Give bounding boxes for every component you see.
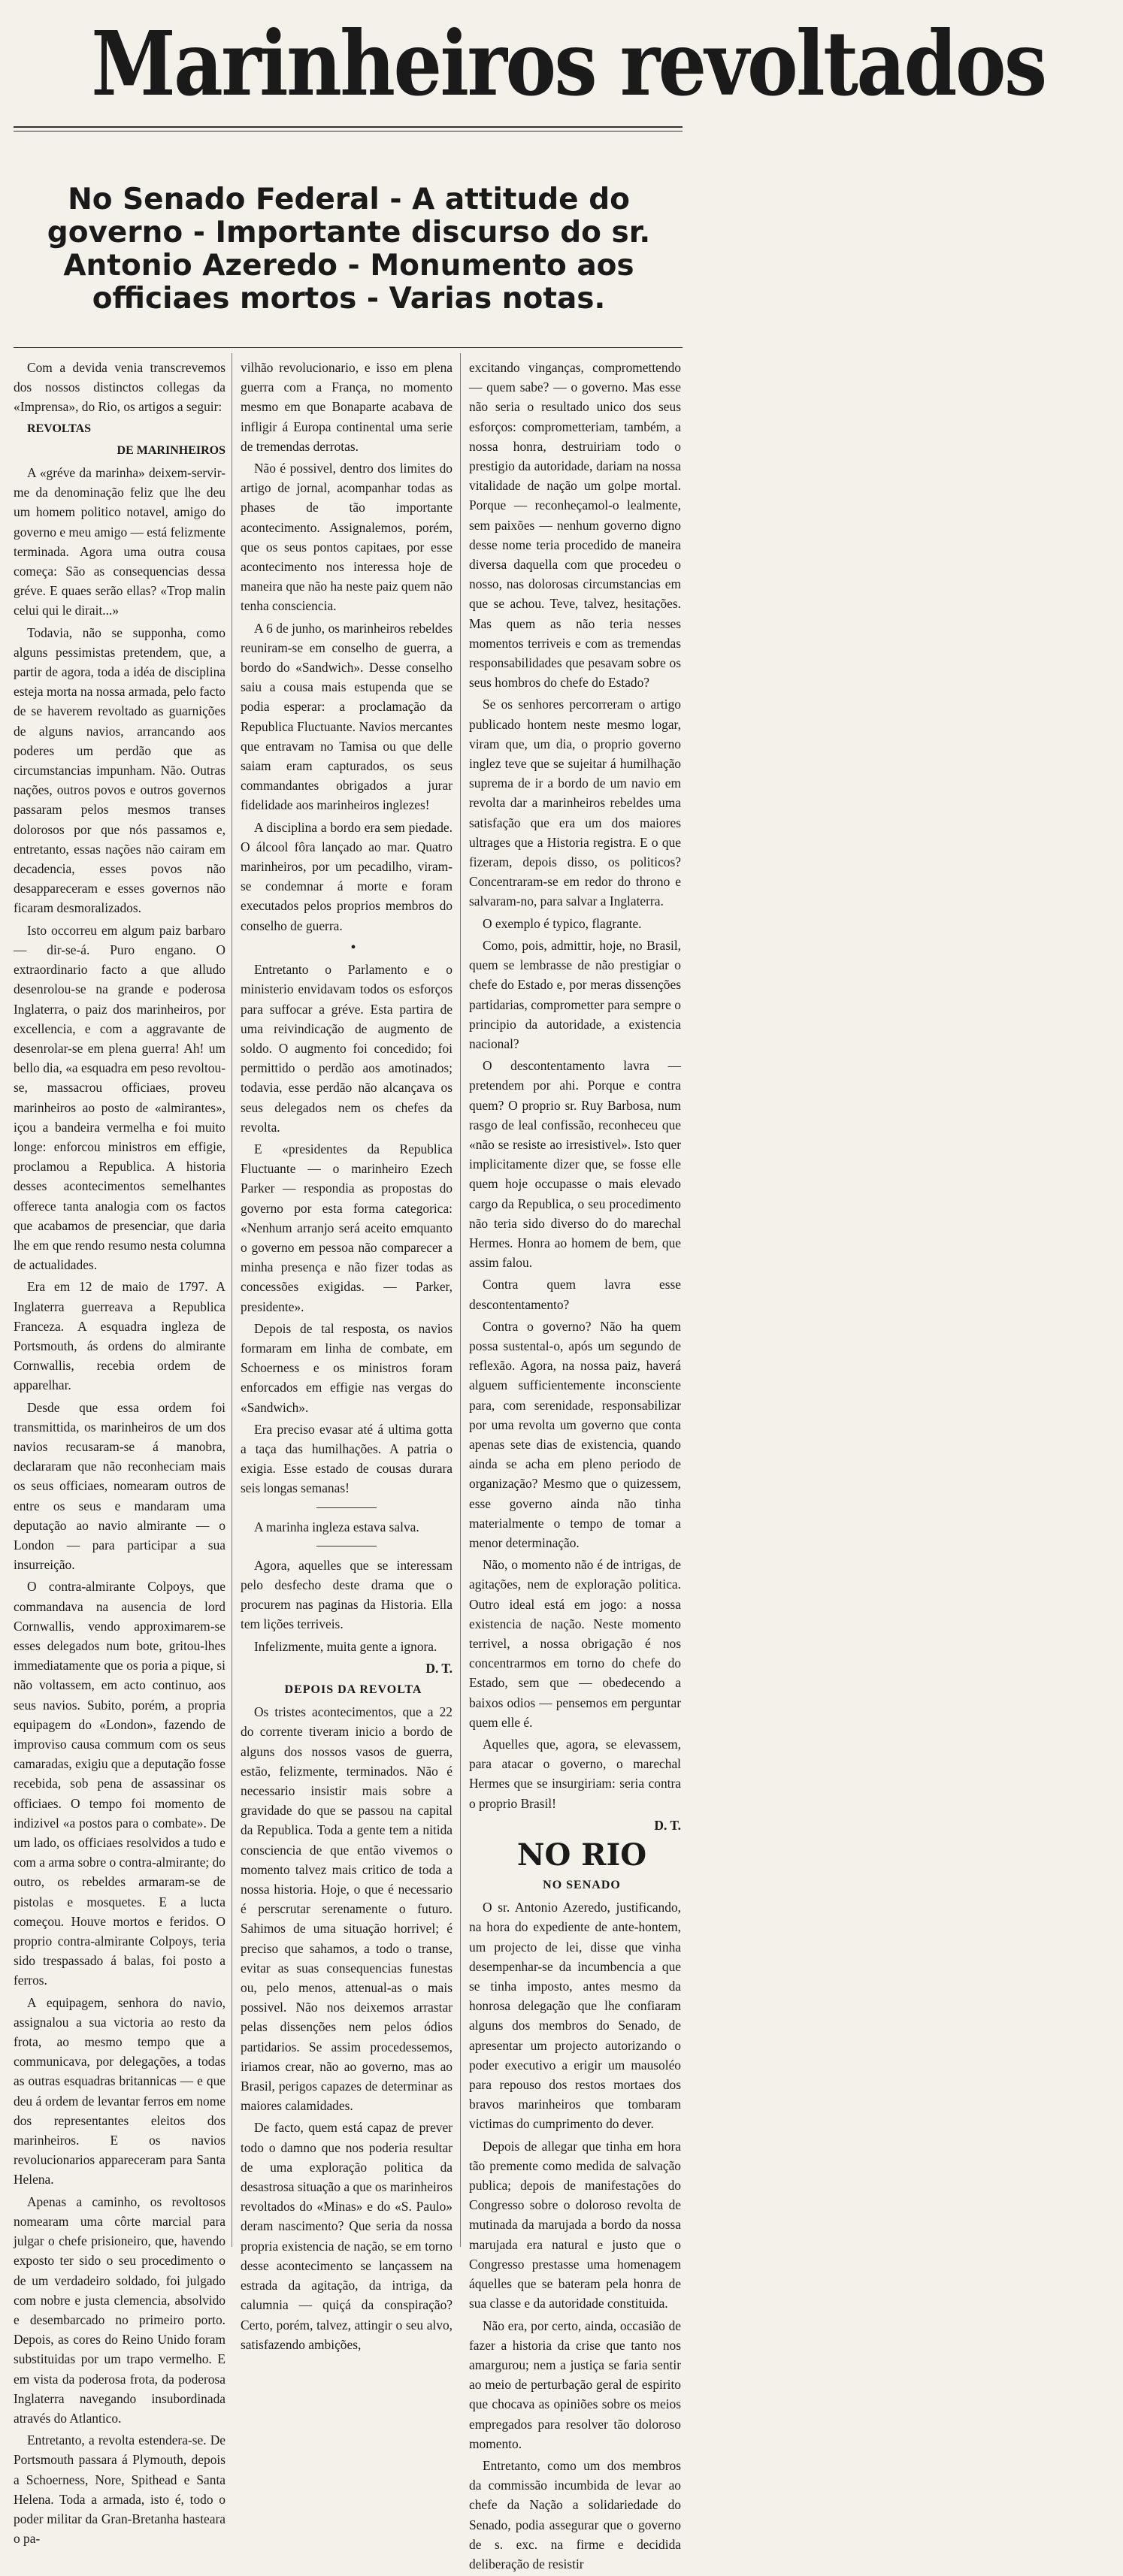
headline-rule [14,347,683,348]
masthead-title: Marinheiros revoltados [91,11,1046,116]
paragraph: O descontentamento lavra — pretendem por ahi. Porque e contra quem? O proprio sr. Ruy Barbosa, num rasgo de leal confissão, reconheceu que «não se resiste ao irresistivel». Isto quer implicitamente dizer que, se fosse elle quem hoje occupasse o mais elevado cargo da Republica, o seu procedimento não teria sido diverso do do marechal Hermes. Honra ao homem de bem, que assim falou. [469,1058,681,1271]
paragraph: Depois de allegar que tinha em hora tão premente como medida de salvação publica; depois de manifestações do Congresso sobre o doloroso revolta de mutinada da marujada a bordo da nossa marujada era natural e justo que o Congresso prestasse uma homenagem áquelles que se bateram pela honra de sua classe e da autoridade constituida. [469,2138,681,2311]
paragraph: Não, o momento não é de intrigas, de agitações, nem de exploração politica. Outro ideal está em jogo: a nossa existencia de nação. Neste momento terrivel, a nossa obrigação é nos concentrarmos em torno do chefe do Estado, sem que — obedecendo a baixos odios — pensemos em perguntar quem elle é. [469,1557,681,1730]
short-rule [316,1546,377,1547]
paragraph: O sr. Antonio Azeredo, justificando, na hora do expediente de ante-hontem, um projecto de lei, disse que vinha desempenhar-se da incumbencia a que se tinha imposto, antes mesmo da honrosa delegação que lhe confiaram alguns dos membros do Senado, de apresentar um projecto autorizando o poder executivo a erigir um mausoléo para repouso dos restos mortaes dos bravos marinheiros que tombaram victimas do cumprimento do dever. [469,1900,681,2132]
masthead-rule [14,126,683,128]
paragraph: Isto occorreu em algum paiz barbaro — dir-se-á. Puro engano. O extraordinario facto a que alludo desenrolou-se na grande e poderosa Inglaterra, o paiz dos marinheiros, por excellencia, e com a aggravante de desenrolar-se em plena guerra! Ah! um bello dia, «a esquadra em peso revoltou-se, massacrou officiaes, proveu marinheiros ao posto de «almirantes», içou a bandeira vermelha e foi muito longe: enforcou ministros em effigie, proclamou a Republica. A historia desses acontecimentos semelhantes offerece tanta analogia com os factos que acabamos de presenciar, que daria lhe em que rendo resumo nesta columna de actualidades. [14,922,226,1273]
paragraph: Se os senhores percorreram o artigo publicado hontem neste mesmo logar, viram que, um dia, o proprio governo inglez teve que se sujeitar á humilhação suprema de ir a bordo de um navio em revolta dar a marinheiros rebeldes uma satisfação que era um dos maiores ultrages que a Historia registra. E o que fizeram, depois disso, os politicos? Concentraram-se em redor do throno e salvaram-no, para salvar a Inglaterra. [469,697,681,909]
author-signature: D. T. [654,1817,681,1833]
paragraph: Agora, aquelles que se interessam pelo desfecho deste drama que o procurem nas paginas da Historia. Ella tem lições terriveis. [241,1557,453,1632]
paragraph: Era em 12 de maio de 1797. A Inglaterra guerreava a Republica Franceza. A esquadra ingleza de Portsmouth, ás ordens do almirante Cornwallis, recebia ordem de apparelhar. [14,1279,226,1393]
paragraph: O exemplo é typico, flagrante. [483,915,642,931]
paragraph: Não era, por certo, ainda, occasião de fazer a historia da crise que tanto nos amargurou; nem a justiça se faria sentir ao meio de perturbação geral de espirito que chocava as opiniões sobre os meios empregados para resolver tão doloroso momento. [469,2317,681,2451]
paragraph: A marinha ingleza estava salva. [254,1519,419,1534]
headline: No Senado Federal - A attitude do governo - Importante discurso do sr. Antonio Azeredo - Monumento aos officiaes mortos - Varias notas. [47,183,651,316]
paragraph: vilhão revolucionario, e isso em plena guerra com a França, no momento mesmo em que Bonaparte acabava de infligir á Europa continental uma serie de tremendas derrotas. [241,360,453,454]
paragraph: Todavia, não se supponha, como alguns pessimistas pretendem, que, a partir de agora, toda a idéa de disciplina esteja morta na nossa armada, pelo facto de se haverem revoltado as guarnições de alguns navios, arrancando aos poderes um perdão que as circumstancias impunham. Não. Outras nações, outros povos e outros governos passaram pelos mesmos transes dolorosos por que nós passamos e, entretanto, essas nações não cairam em decadencia, esses povos não desappareceram e esses governos não ficaram desmoralizados. [14,624,226,916]
paragraph: A 6 de junho, os marinheiros rebeldes reuniram-se em conselho de guerra, a bordo do «Sandwich». Desse conselho saiu a cousa mais estupenda que se podia esperar: a proclamação da Republica Fluctuante. Navios mercantes que entravam no Tamisa ou que delle saiam eram capturados, os seus commandantes obrigados a jurar fidelidade aos marinheiros inglezes! [241,620,453,813]
paragraph: A «gréve da marinha» deixem-servir-me da denominação feliz que lhe deu um homem politico notavel, amigo do governo e meu amigo — está felizmente terminada. Agora uma outra cousa começa: São as consequencias dessa gréve. E quaes serão ellas? «Trop malin celui qui le dirait...» [14,465,226,618]
section-separator-dot: • [350,939,356,956]
paragraph: excitando vinganças, compromettendo — quem sabe? — o governo. Mas esse não seria o resultado unico dos seus esforços: comprometteriam, também, a nossa honra, destruiriam todo o prestigio da autoridade, dariam na nossa vitalidade de nação um golpe mortal. Porque — reconheçamol-o lealmente, sem paixões — nenhum governo digno desse nome teria procedido de maneira diversa daquella com que procedeu o nosso, nas dolorosas circumstancias em que se achou. Teve, talvez, hesitações. Mas quem as não teria nesses momentos terriveis e com as tremendas responsabilidades que pesavam sobre os seus hombros do chefe do Estado? [469,360,681,691]
paragraph: A equipagem, senhora do navio, assignalou a sua victoria ao resto da frota, ao mesmo tempo que a communicava, por delegações, a todas as outras esquadras britannicas — e que deu á ordem de levantar ferros em nome dos representantes eleitos dos marinheiros. E os navios revolucionarios appareceram para Santa Helena. [14,1994,226,2187]
paragraph: Não é possivel, dentro dos limites do artigo de jornal, acompanhar todas as phases de tão importante acontecimento. Assignalemos, porém, que os seus pontos capitaes, por esse acontecimento nos interessa hoje de maneira que não ha neste paiz quem não tenha consciencia. [241,461,453,614]
column-3 [469,358,681,2576]
column-2 [241,358,453,2357]
section-title-no-senado: NO SENADO [543,1879,621,1892]
paragraph: Entretanto o Parlamento e o ministerio envidavam todos os esforços para suffocar a gréve. Esta partira de uma reivindicação de augmento de soldo. O augmento foi concedido; foi permittido o perdão aos amotinados; todavia, esse perdão não alcançava os seus delegados nem os chefes da revolta. [241,962,453,1135]
column-rule-2 [460,353,461,2247]
intro-paragraph: Com a devida venia transcrevemos dos nossos distinctos collegas da «Imprensa», do Rio, os artigos a seguir: [14,360,226,415]
section-title-marinheiros: DE MARINHEIROS [117,443,226,457]
section-title-no-rio: NO RIO [516,1837,647,1873]
paragraph: Aquelles que, agora, se elevassem, para atacar o governo, o marechal Hermes que se insurgiriam: seria contra o proprio Brasil! [469,1737,681,1811]
column-1 [14,358,226,2550]
paragraph: Entretanto, a revolta estendera-se. De Portsmouth passara á Plymouth, depois a Schoerness, Nore, Spithead e Santa Helena. Toda a armada, isto é, todo o poder militar da Gran-Bretanha hasteara o pa- [14,2432,226,2547]
paragraph: Desde que essa ordem foi transmittida, os marinheiros de um dos navios recusaram-se á manobra, declararam que não reconheciam mais os seus officiaes, nomearam outros de entre os seus e mandaram uma deputação ao navio almirante — o London — para participar a sua insurreição. [14,1399,226,1573]
paragraph: Os tristes acontecimentos, que a 22 do corrente tiveram inicio a bordo de alguns dos nossos vasos de guerra, estão, felizmente, terminados. Não é necessario insistir mais sobre a gravidade do que se passou na capital da Republica. Toda a gente tem a nitida consciencia de que então vivemos o momento talvez mais critico de toda a nossa historia. Hoje, o que é necessario é perscrutar serenamente o futuro. Sahimos de uma situação horrivel; é preciso que sahamos, a todo o transe, evitar as suas consequencias funestas ou, pelo menos, attenual-as o mais possivel. Não nos deixemos arrastar pelas dissenções nem pelos ódios partidarios. Se assim procedessemos, iriamos crear, não ao governo, mas ao Brasil, perigos capazes de determinar as maiores calamidades. [241,1704,453,2114]
author-signature: D. T. [425,1660,453,1676]
paragraph: Como, pois, admittir, hoje, no Brasil, quem se lembrasse de não prestigiar o chefe do Estado e, por meras dissenções partidarias, comprometter para sempre o principio da autoridade, a existencia nacional? [469,937,681,1051]
paragraph: Infelizmente, muita gente a ignora. [254,1638,437,1654]
masthead [14,8,1046,120]
paragraph: O contra-almirante Colpoys, que commandava na ausencia de lord Cornwallis, vendo approximarem-se esses delegados num bote, gritou-lhes immediatamente que os poria a pique, si não voltassem, em acto continuo, aos seus navios. Subito, porém, a propria equipagem do «London», fazendo de improviso causa commum com os seus camaradas, exigiu que a deputação fosse recebida, sob pena de assassinar os officiaes. O tempo foi momento de indizivel «a postos para o combate». De um lado, os officiaes resolvidos a tudo e com a arma sobre o contra-almirante; do outro, os rebeldes armaram-se de pistolas e mosquetes. E a lucta começou. Houve mortos e feridos. O proprio contra-almirante Colpoys, teria sido trespassado á balas, foi posto a ferros. [14,1579,226,1988]
paragraph: E «presidentes da Republica Fluctuante — o marinheiro Ezech Parker — respondia as propostas do governo por esta forma categorica: «Nenhum arranjo será aceito emquanto o governo em pessoa não comparecer a minha presença e não fizer todas as concessões exigidas. — Parker, presidente». [241,1141,453,1314]
short-rule [316,1507,377,1508]
masthead-rule-thin [14,131,683,132]
paragraph: Apenas a caminho, os revoltosos nomearam uma côrte marcial para julgar o chefe prisioneiro, que, havendo exposto ter sido o seu procedimento o de um verdadeiro soldado, foi julgado com nobre e justa clemencia, absolvido e desembarcado no primeiro porto. Depois, as cores do Reino Unido foram substituidas por um trapo vermelho. E em vista da poderosa frota, da poderosa Inglaterra navegando insubordinada através do Atlantico. [14,2194,226,2426]
paragraph: Contra o governo? Não ha quem possa sustental-o, após um segundo de reflexão. Agora, na nossa paiz, haverá alguem sufficientemente inconsciente para, com serenidade, responsabilizar por uma revolta um governo que conta apenas sete dias de existencia, quando ainda se acha em pleno periodo de organização? Mesmo que o quizessem, esse governo ainda não tinha materialmente o tempo de tomar a menor determinação. [469,1318,681,1550]
paragraph: Era preciso evasar até á ultima gotta a taça das humilhações. A patria o exigia. Esse estado de cousas durara seis longas semanas! [241,1421,453,1496]
paragraph: Contra quem lavra esse descontentamento? [469,1277,681,1312]
paragraph: De facto, quem está capaz de prever todo o damno que nos poderia resultar de uma exploração politica da desastrosa situação a que os marinheiros revoltados do «Minas» e do «S. Paulo» deram nascimento? Que seria da nossa propria existencia de nação, se em torno desse acontecimento se lançassem na estrada da agitação, da intriga, da calumnia — quiçá da conspiração? Certo, porém, talvez, attingir o seu alvo, satisfazendo ambições, [241,2120,453,2352]
paragraph: Entretanto, como um dos membros da commissão incumbida de levar ao chefe da Nação a solidariedade do Senado, podia assegurar que o governo de s. exc. na firme e decidida deliberação de resistir [469,2457,681,2571]
section-title-depois-da-revolta: DEPOIS DA REVOLTA [284,1683,422,1696]
paragraph: A disciplina a bordo era sem piedade. O álcool fôra lançado ao mar. Quatro marinheiros, por um pecadilho, viram-se condemnar á morte e foram executados pelos proprios membros do conselho de guerra. [241,819,453,933]
section-title-revoltas: REVOLTAS [27,422,92,435]
paragraph: Depois de tal resposta, os navios formaram em linha de combate, em Schoerness e os ministros foram enforcados em effigie nas vergas do «Sandwich». [241,1320,453,1415]
